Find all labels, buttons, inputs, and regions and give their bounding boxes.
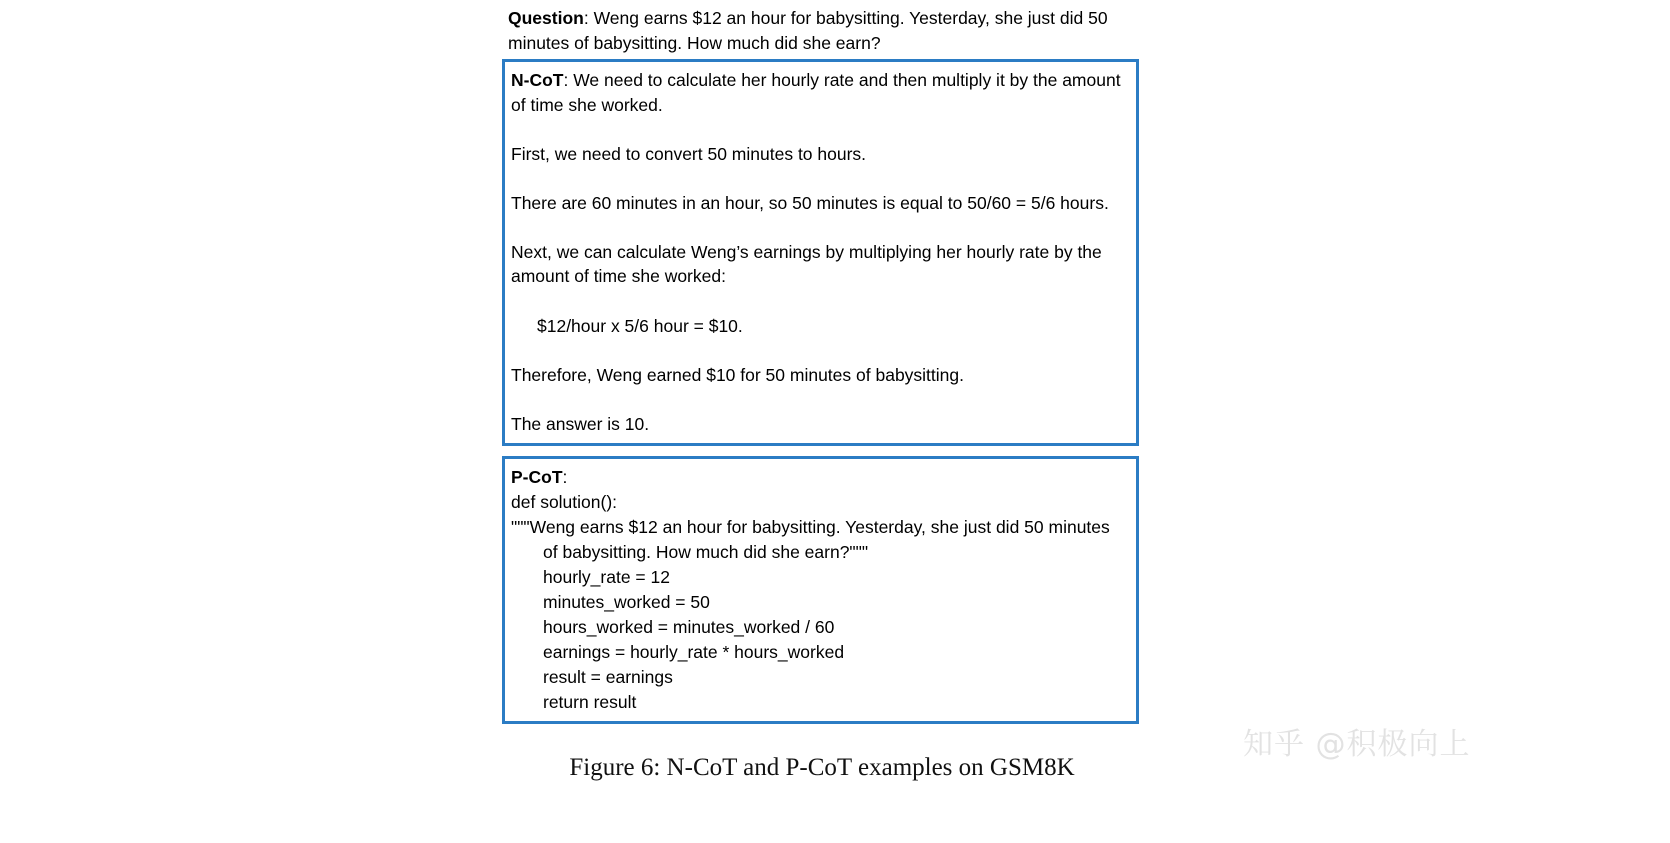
figure-container (502, 0, 1142, 724)
ncot-paragraph-5: Therefore, Weng earned $10 for 50 minutes of babysitting. (511, 364, 965, 385)
ncot-answer-line: The answer is 10. (511, 413, 650, 434)
code-line-def: def solution(): (511, 492, 618, 513)
ncot-paragraph-2: First, we need to convert 50 minutes to hours. (511, 143, 867, 164)
ncot-box (502, 59, 1139, 446)
code-line-earnings: earnings = hourly_rate * hours_worked (543, 641, 845, 662)
question-label: Question (508, 8, 584, 28)
zhihu-watermark: 知乎 @积极向上 (1243, 727, 1471, 762)
ncot-label: N-CoT (511, 70, 564, 90)
ncot-paragraph-3: There are 60 minutes in an hour, so 50 minutes is equal to 50/60 = 5/6 hours. (511, 192, 1109, 213)
code-line-docstring: """Weng earns $12 an hour for babysitting. Yesterday, she just did 50 minutes of babysitting. How much did she earn?""" (511, 517, 1115, 563)
pcot-box (502, 456, 1139, 724)
pcot-header (511, 465, 1128, 490)
pcot-label: P-CoT (511, 467, 563, 488)
figure-caption: Figure 6: N-CoT and P-CoT examples on GSM8K (569, 754, 1075, 781)
question-separator: : (583, 8, 594, 28)
ncot-paragraph-1 (511, 68, 1128, 117)
ncot-equation-line: $12/hour x 5/6 hour = $10. (537, 315, 743, 336)
question-text: Weng earns $12 an hour for babysitting. Yesterday, she just did 50 minutes of babysitting. How much did she earn? (508, 8, 1108, 53)
code-line-return: return result (543, 691, 637, 712)
code-line-hours-worked: hours_worked = minutes_worked / 60 (543, 616, 835, 637)
ncot-paragraph-1-text: We need to calculate her hourly rate and then multiply it by the amount of time she worked. (511, 70, 1121, 115)
code-line-minutes-worked: minutes_worked = 50 (543, 591, 710, 612)
code-line-hourly-rate: hourly_rate = 12 (543, 566, 670, 587)
ncot-paragraph-4: Next, we can calculate Weng’s earnings by multiplying her hourly rate by the amount of time she worked: (511, 241, 1102, 287)
code-line-result: result = earnings (543, 666, 673, 687)
pcot-separator: : (562, 467, 568, 488)
question-block (502, 0, 1136, 57)
ncot-separator: : (563, 70, 574, 90)
